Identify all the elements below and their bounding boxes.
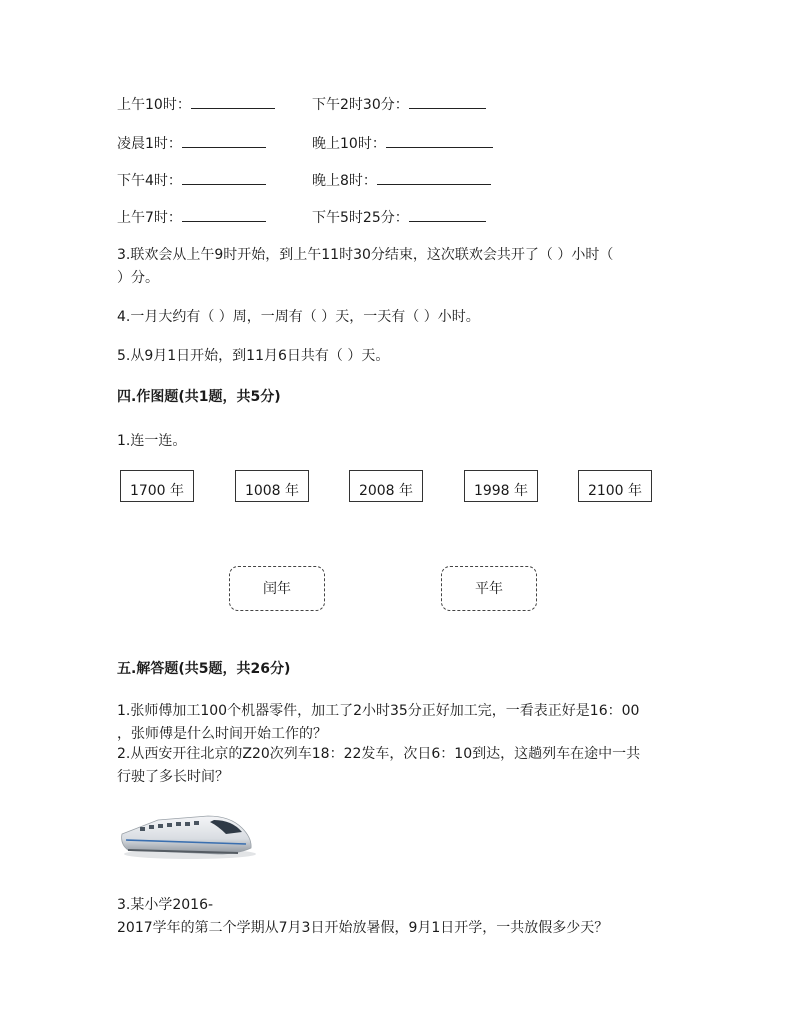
year-box[interactable]: 2100 年: [578, 470, 652, 502]
section-4-title: 四.作图题(共1题，共5分): [117, 389, 281, 405]
question-3-line2: ）分。: [117, 270, 159, 286]
answer-blank[interactable]: [386, 132, 493, 148]
question-line: 行驶了多长时间？: [117, 769, 229, 785]
fill-row-1: [117, 93, 717, 113]
fill-row-2: [117, 132, 717, 152]
answer-blank[interactable]: [182, 206, 266, 222]
question-line: ，张师傅是什么时间开始工作的？: [117, 726, 327, 742]
question-line: 1.张师傅加工100个机器零件，加工了2小时35分正好加工完，一看表正好是16：00: [117, 703, 640, 719]
question-line: 2.从西安开往北京的Z20次列车18：22发车，次日6：10到达，这趟列车在途中一共: [117, 746, 641, 762]
question-4: 4.一月大约有（ ）周，一周有（ ）天，一天有（ ）小时。: [117, 309, 480, 325]
section-5-title: 五.解答题(共5题，共26分): [117, 661, 291, 677]
time-label: 上午10时：: [117, 97, 191, 113]
time-label: 凌晨1时：: [117, 136, 182, 152]
answer-blank[interactable]: [409, 93, 486, 109]
time-label: 晚上8时：: [312, 173, 377, 189]
answer-blank[interactable]: [191, 93, 275, 109]
time-label: 下午4时：: [117, 173, 182, 189]
time-label: 晚上10时：: [312, 136, 386, 152]
answer-blank[interactable]: [377, 169, 491, 185]
common-year-box[interactable]: 平年: [441, 566, 537, 611]
time-label: 下午5时25分：: [312, 210, 409, 226]
year-box[interactable]: 1008 年: [235, 470, 309, 502]
answer-blank[interactable]: [182, 132, 266, 148]
section-5-question-3: [117, 894, 697, 940]
fill-row-3: [117, 169, 717, 189]
section-4-question-1: 1.连一连。: [117, 433, 187, 449]
time-label: 上午7时：: [117, 210, 182, 226]
answer-blank[interactable]: [182, 169, 266, 185]
fill-row-4: [117, 206, 717, 226]
year-box[interactable]: 1700 年: [120, 470, 194, 502]
year-box[interactable]: 2008 年: [349, 470, 423, 502]
year-box[interactable]: 1998 年: [464, 470, 538, 502]
question-3-line1: 3.联欢会从上午9时开始，到上午11时30分结束，这次联欢会共开了（ ）小时（: [117, 247, 614, 263]
question-3: [117, 244, 697, 290]
question-line: 3.某小学2016-: [117, 897, 214, 913]
question-line: 2017学年的第二个学期从7月3日开始放暑假，9月1日开学，一共放假多少天？: [117, 920, 609, 936]
question-5: 5.从9月1日开始，到11月6日共有（ ）天。: [117, 348, 390, 364]
section-5-question-2: [117, 743, 697, 789]
section-5-question-1: [117, 700, 697, 746]
train-image: [118, 800, 256, 862]
leap-year-box[interactable]: 闰年: [229, 566, 325, 611]
time-label: 下午2时30分：: [312, 97, 409, 113]
answer-blank[interactable]: [409, 206, 486, 222]
